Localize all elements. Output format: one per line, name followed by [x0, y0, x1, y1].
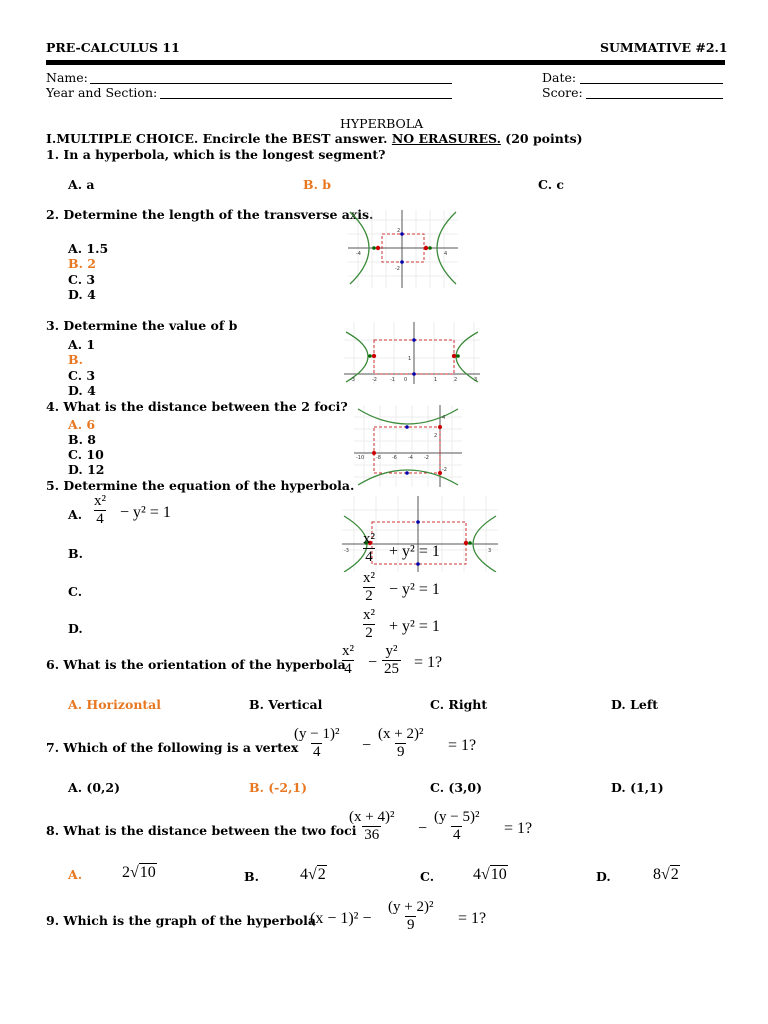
q3-text: 3. Determine the value of b: [46, 318, 238, 333]
q6-minus: −: [368, 654, 378, 671]
svg-text:-6: -6: [392, 455, 397, 461]
q6-option-d[interactable]: D. Left: [611, 697, 658, 712]
q9-text: 9. Which is the graph of the hyperbola: [46, 913, 317, 928]
header-rule: [46, 60, 725, 65]
q4-option-a[interactable]: A. 6: [68, 417, 96, 432]
svg-text:1: 1: [434, 377, 438, 383]
q3-option-d[interactable]: D. 4: [68, 383, 96, 398]
q5-option-b[interactable]: B.: [68, 546, 83, 561]
q7-option-b[interactable]: B. (-2,1): [249, 780, 308, 795]
q2-graph: [348, 210, 458, 288]
q8-text: 8. What is the distance between the two foci: [46, 823, 357, 838]
q6-frac-1: $\frac{\text{x²}}{4}$: [342, 643, 354, 677]
svg-text:-10: -10: [356, 455, 365, 461]
q5-b-fraction: $\frac{\text{x²}}{4}$: [363, 531, 375, 565]
q2-option-a[interactable]: A. 1.5: [68, 241, 109, 256]
q5-d-fraction: $\frac{\text{x²}}{2}$: [363, 607, 375, 641]
q8-option-d[interactable]: D.: [596, 869, 611, 884]
q5-option-a[interactable]: A.: [68, 507, 83, 522]
svg-text:-4: -4: [356, 251, 361, 257]
q8-c-value: 4√10: [473, 866, 507, 883]
q6-option-a[interactable]: A. Horizontal: [68, 697, 162, 712]
q9-frac: $\frac{\text{(y + 2)²}}{9}$: [388, 899, 434, 933]
q8-d-value: 8√2: [653, 866, 679, 883]
q6-frac-2: $\frac{\text{y²}}{25}$: [384, 643, 399, 677]
svg-text:-2: -2: [424, 455, 429, 461]
q5-option-d[interactable]: D.: [68, 621, 83, 636]
year-section-label: Year and Section:: [46, 85, 158, 100]
svg-text:-2: -2: [442, 467, 447, 473]
svg-text:4: 4: [444, 251, 448, 257]
q8-tail: = 1?: [504, 820, 533, 837]
q7-frac-2: $\frac{\text{(x + 2)²}}{9}$: [378, 726, 424, 760]
q4-option-d[interactable]: D. 12: [68, 462, 105, 477]
name-label: Name:: [46, 70, 88, 85]
q7-option-a[interactable]: A. (0,2): [68, 780, 120, 795]
q5-c-tail: − y² = 1: [389, 581, 440, 598]
q4-graph: [354, 405, 462, 487]
instructions-lead: I.MULTIPLE CHOICE. Encircle the BEST answer.: [46, 131, 388, 146]
score-label: Score:: [542, 85, 583, 100]
q2-option-b[interactable]: B. 2: [68, 256, 96, 271]
q3-graph: [344, 322, 480, 384]
year-section-field[interactable]: [160, 98, 452, 99]
q8-option-a[interactable]: A.: [68, 867, 83, 882]
q8-minus: −: [418, 820, 428, 837]
name-field[interactable]: [90, 83, 452, 84]
svg-text:-3: -3: [350, 377, 355, 383]
svg-text:2: 2: [454, 377, 458, 383]
q6-text: 6. What is the orientation of the hyperbola: [46, 657, 346, 672]
svg-text:3: 3: [488, 548, 492, 554]
q6-option-b[interactable]: B. Vertical: [249, 697, 323, 712]
date-field[interactable]: [580, 83, 723, 84]
q2-option-c[interactable]: C. 3: [68, 272, 96, 287]
q7-minus: −: [362, 737, 372, 754]
q6-option-c[interactable]: C. Right: [430, 697, 488, 712]
q5-a-fraction: $\frac{\text{x²}}{4}$: [94, 493, 106, 527]
no-erasures: NO ERASURES.: [391, 131, 501, 146]
q7-option-c[interactable]: C. (3,0): [430, 780, 483, 795]
q6-tail: = 1?: [414, 654, 443, 671]
q8-frac-2: $\frac{\text{(y − 5)²}}{4}$: [434, 809, 480, 843]
score-field[interactable]: [586, 98, 723, 99]
instructions: [46, 131, 583, 146]
q8-option-b[interactable]: B.: [244, 869, 259, 884]
q5-option-c[interactable]: C.: [68, 584, 83, 599]
q9-lead: (x − 1)² −: [310, 910, 372, 927]
test-title: SUMMATIVE #2.1: [600, 40, 728, 55]
q3-option-b[interactable]: B.: [68, 352, 83, 367]
svg-text:4: 4: [442, 415, 446, 421]
q1-option-b[interactable]: B. b: [303, 177, 332, 192]
date-label: Date:: [542, 70, 577, 85]
points: (20 points): [505, 131, 583, 146]
q2-option-d[interactable]: D. 4: [68, 287, 96, 302]
svg-text:-8: -8: [376, 455, 381, 461]
q7-frac-1: $\frac{\text{(y − 1)²}}{4}$: [294, 726, 340, 760]
svg-text:1: 1: [408, 356, 412, 362]
q3-option-a[interactable]: A. 1: [68, 337, 96, 352]
svg-text:2: 2: [397, 228, 401, 234]
q9-tail: = 1?: [458, 910, 487, 927]
q8-frac-1: $\frac{\text{(x + 4)²}}{36}$: [349, 809, 395, 843]
svg-text:0: 0: [404, 377, 408, 383]
q1-option-a[interactable]: A. a: [68, 177, 95, 192]
page-title: HYPERBOLA: [340, 116, 424, 131]
svg-text:-2: -2: [372, 377, 377, 383]
svg-text:-3: -3: [344, 548, 349, 554]
q5-c-fraction: $\frac{\text{x²}}{2}$: [363, 570, 375, 604]
q5-text: 5. Determine the equation of the hyperbola.: [46, 478, 355, 493]
q5-d-tail: + y² = 1: [389, 618, 440, 635]
svg-text:-4: -4: [408, 455, 413, 461]
q5-a-tail: − y² = 1: [120, 504, 171, 521]
q3-option-c[interactable]: C. 3: [68, 368, 96, 383]
q8-b-value: 4√2: [300, 866, 326, 883]
q7-option-d[interactable]: D. (1,1): [611, 780, 664, 795]
q5-b-tail: + y² = 1: [389, 543, 440, 560]
svg-text:-1: -1: [390, 377, 395, 383]
course-title: PRE-CALCULUS 11: [46, 40, 180, 55]
q7-text: 7. Which of the following is a vertex: [46, 740, 299, 755]
svg-text:3: 3: [474, 377, 478, 383]
svg-text:2: 2: [434, 433, 438, 439]
q2-text: 2. Determine the length of the transverse axis.: [46, 207, 374, 222]
q4-text: 4. What is the distance between the 2 foci?: [46, 399, 348, 414]
q8-a-value: 2√10: [122, 864, 156, 881]
q4-option-c[interactable]: C. 10: [68, 447, 104, 462]
q8-option-c[interactable]: C.: [420, 869, 435, 884]
q1-option-c[interactable]: C. c: [538, 177, 565, 192]
q1-text: 1. In a hyperbola, which is the longest segment?: [46, 147, 386, 162]
q7-tail: = 1?: [448, 737, 477, 754]
q4-option-b[interactable]: B. 8: [68, 432, 96, 447]
svg-text:-2: -2: [395, 266, 400, 272]
